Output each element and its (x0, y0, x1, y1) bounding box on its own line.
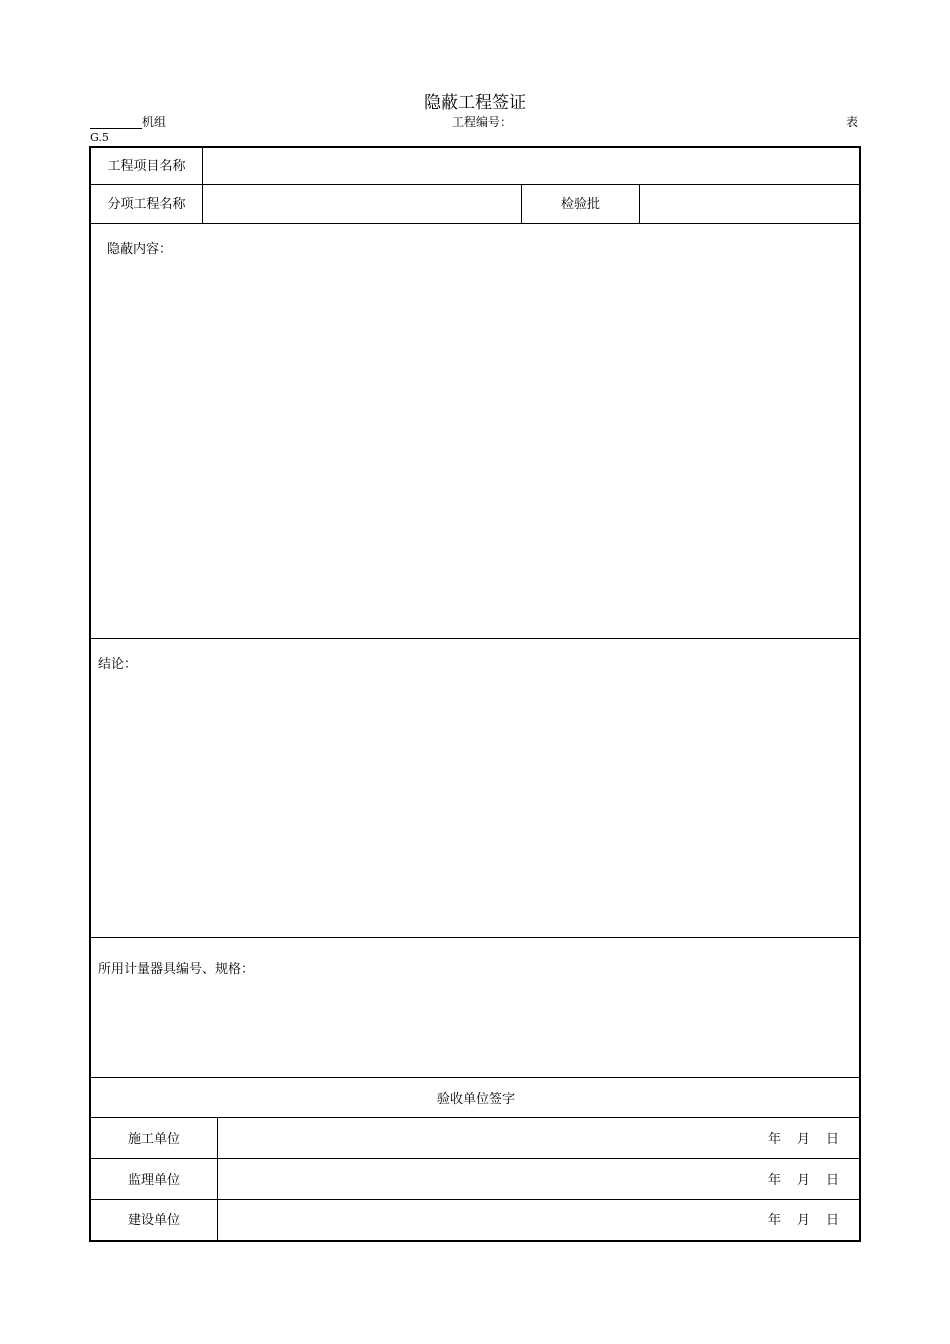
year-label: 年 (768, 1213, 782, 1228)
unit-suffix: 机组 (142, 115, 167, 129)
signature-input[interactable] (218, 1200, 758, 1238)
concealed-content-label: 隐蔽内容： (107, 242, 173, 257)
page-title: 隐蔽工程签证 (424, 93, 526, 113)
signature-input[interactable] (218, 1159, 758, 1198)
project-number-label: 工程编号： (452, 115, 513, 129)
row-divider (91, 1077, 859, 1078)
day-label: 日 (826, 1132, 840, 1147)
project-name-input[interactable] (203, 149, 861, 183)
signature-input[interactable] (218, 1118, 758, 1157)
month-label: 月 (797, 1213, 811, 1228)
concealed-content-area[interactable] (92, 264, 860, 636)
signature-unit-label: 建设单位 (127, 1213, 180, 1228)
instruments-area[interactable] (92, 984, 860, 1075)
conclusion-label: 结论： (98, 657, 138, 672)
unit-field (90, 115, 166, 129)
row-divider (91, 223, 859, 224)
day-label: 日 (826, 1213, 840, 1228)
sub-project-label: 分项工程名称 (107, 197, 186, 212)
row-divider (91, 937, 859, 938)
signature-unit-label: 施工单位 (127, 1132, 180, 1147)
signature-unit-label: 监理单位 (127, 1173, 180, 1188)
month-label: 月 (797, 1132, 811, 1147)
batch-input[interactable] (640, 185, 861, 223)
unit-blank[interactable] (90, 116, 142, 129)
table-label: 表 (846, 115, 859, 129)
instruments-label: 所用计量器具编号、规格： (98, 962, 255, 977)
sub-project-input[interactable] (203, 185, 521, 223)
project-name-label: 工程项目名称 (107, 159, 186, 174)
year-label: 年 (768, 1173, 782, 1188)
table-code: G.5 (90, 131, 109, 144)
day-label: 日 (826, 1173, 840, 1188)
month-label: 月 (797, 1173, 811, 1188)
row-divider (91, 638, 859, 639)
acceptance-header: 验收单位签字 (436, 1092, 515, 1107)
conclusion-area[interactable] (92, 678, 860, 935)
visa-form (89, 146, 861, 1242)
batch-label: 检验批 (560, 197, 600, 212)
year-label: 年 (768, 1132, 782, 1147)
